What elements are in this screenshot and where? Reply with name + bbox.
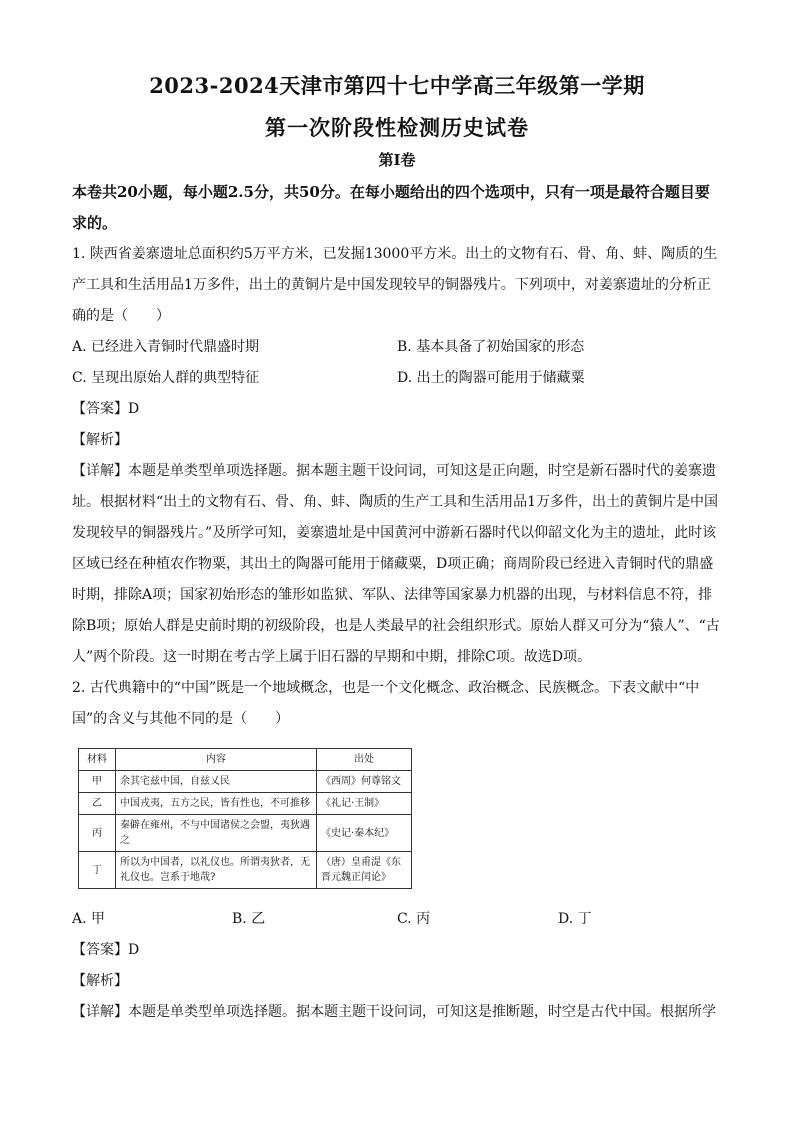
table-cell: 丁 (79, 852, 116, 889)
q2-answer: 【答案】D (72, 942, 140, 958)
q2-stem: 2. 古代典籍中的“中国”既是一个地域概念，也是一个文化概念、政治概念、民族概念。下表文献中“中国”的含义与其他不同的是（ ） (72, 680, 700, 727)
table-cell: 《西周》何尊铭文 (317, 771, 412, 793)
table-cell: 中国戎夷，五方之民，皆有性也，不可推移 (116, 793, 317, 815)
q2-option-b: B. 乙 (232, 911, 266, 927)
exam-title-line2: 第一次阶段性检测历史试卷 (265, 115, 529, 140)
volume-label: 第Ⅰ卷 (378, 151, 416, 169)
q2-option-a: A. 甲 (72, 911, 106, 927)
q1-options-row1 (72, 332, 722, 363)
q2-analysis-label: 【解析】 (72, 973, 128, 989)
table-header-row (79, 749, 412, 771)
table-row (79, 793, 412, 815)
table-cell: 《礼记·王制》 (317, 793, 412, 815)
q2-source-table (78, 748, 412, 889)
q2-detail: 【详解】本题是单类型单项选择题。据本题主题干设问词，可知这是推断题，时空是古代中国。根据所学 (72, 1004, 716, 1020)
exam-body (72, 177, 722, 735)
table-header-cell: 材料 (79, 749, 116, 771)
table-cell: 秦僻在雍州，不与中国诸侯之会盟，夷狄遇之 (116, 815, 317, 852)
q2-option-c: C. 丙 (397, 911, 431, 927)
q1-answer: 【答案】D (72, 401, 140, 417)
q1-option-c: C. 呈现出原始人群的典型特征 (72, 370, 260, 386)
table-row (79, 852, 412, 889)
table-header-cell: 出处 (317, 749, 412, 771)
q1-analysis-label: 【解析】 (72, 432, 128, 448)
table-cell: 甲 (79, 771, 116, 793)
q1-option-b: B. 基本具备了初始国家的形态 (397, 339, 585, 355)
table-cell: 《史记·秦本纪》 (317, 815, 412, 852)
table-row (79, 771, 412, 793)
table-row (79, 815, 412, 852)
q1-option-d: D. 出土的陶器可能用于储藏粟 (397, 370, 585, 386)
q1-stem: 1. 陕西省姜寨遗址总面积约5万平方米，已发掘13000平方米。出土的文物有石、骨、角、蚌、陶质的生产工具和生活用品1万多件，出土的黄铜片是中国发现较早的铜器残片。下列项中，对姜寨遗址的分析正确的是（ ） (72, 246, 718, 324)
table-cell: 所以为中国者，以礼仪也。所谓夷狄者，无礼仪也。岂系于地哉? (116, 852, 317, 889)
table-cell: （唐）皇甫湜《东晋元魏正闰论》 (317, 852, 412, 889)
q1-options-row2 (72, 363, 722, 394)
table-cell: 丙 (79, 815, 116, 852)
q2-option-d: D. 丁 (558, 911, 592, 927)
q1-detail: 【详解】本题是单类型单项选择题。据本题主题干设问词，可知这是正向题，时空是新石器时代的姜寨遗址。根据材料“出土的文物有石、骨、角、蚌、陶质的生产工具和生活用品1万多件，出土的黄铜片是中国发现较早的铜器残片。”及所学可知，姜寨遗址是中国黄河中游新石器时代以仰韶文化为主的遗址，此时该区域已经在种植农作物粟，其出土的陶器可能用于储藏粟，D项正确；商周阶段已经进入青铜时代的鼎盛时期，排除A项；国家初始形态的雏形如监狱、军队、法律等国家暴力机器的出现，与材料信息不符，排除B项；原始人群是史前时期的初级阶段，也是人类最早的社会组织形式。原始人群又可分为“猿人”、“古人”两个阶段。这一时期在考古学上属于旧石器的早期和中期，排除C项。故选D项。 (72, 463, 720, 665)
q1-option-a: A. 已经进入青铜时代鼎盛时期 (72, 339, 260, 355)
table-cell: 乙 (79, 793, 116, 815)
table-header-cell: 内容 (116, 749, 317, 771)
section-instruction: 本卷共20小题，每小题2.5分，共50分。在每小题给出的四个选项中，只有一项是最符合题目要求的。 (72, 183, 710, 232)
q2-options-row (72, 904, 722, 935)
q2-body (72, 904, 722, 1028)
exam-title-line1: 2023-2024天津市第四十七中学高三年级第一学期 (149, 73, 645, 98)
table-cell: 余其宅兹中国，自兹乂民 (116, 771, 317, 793)
